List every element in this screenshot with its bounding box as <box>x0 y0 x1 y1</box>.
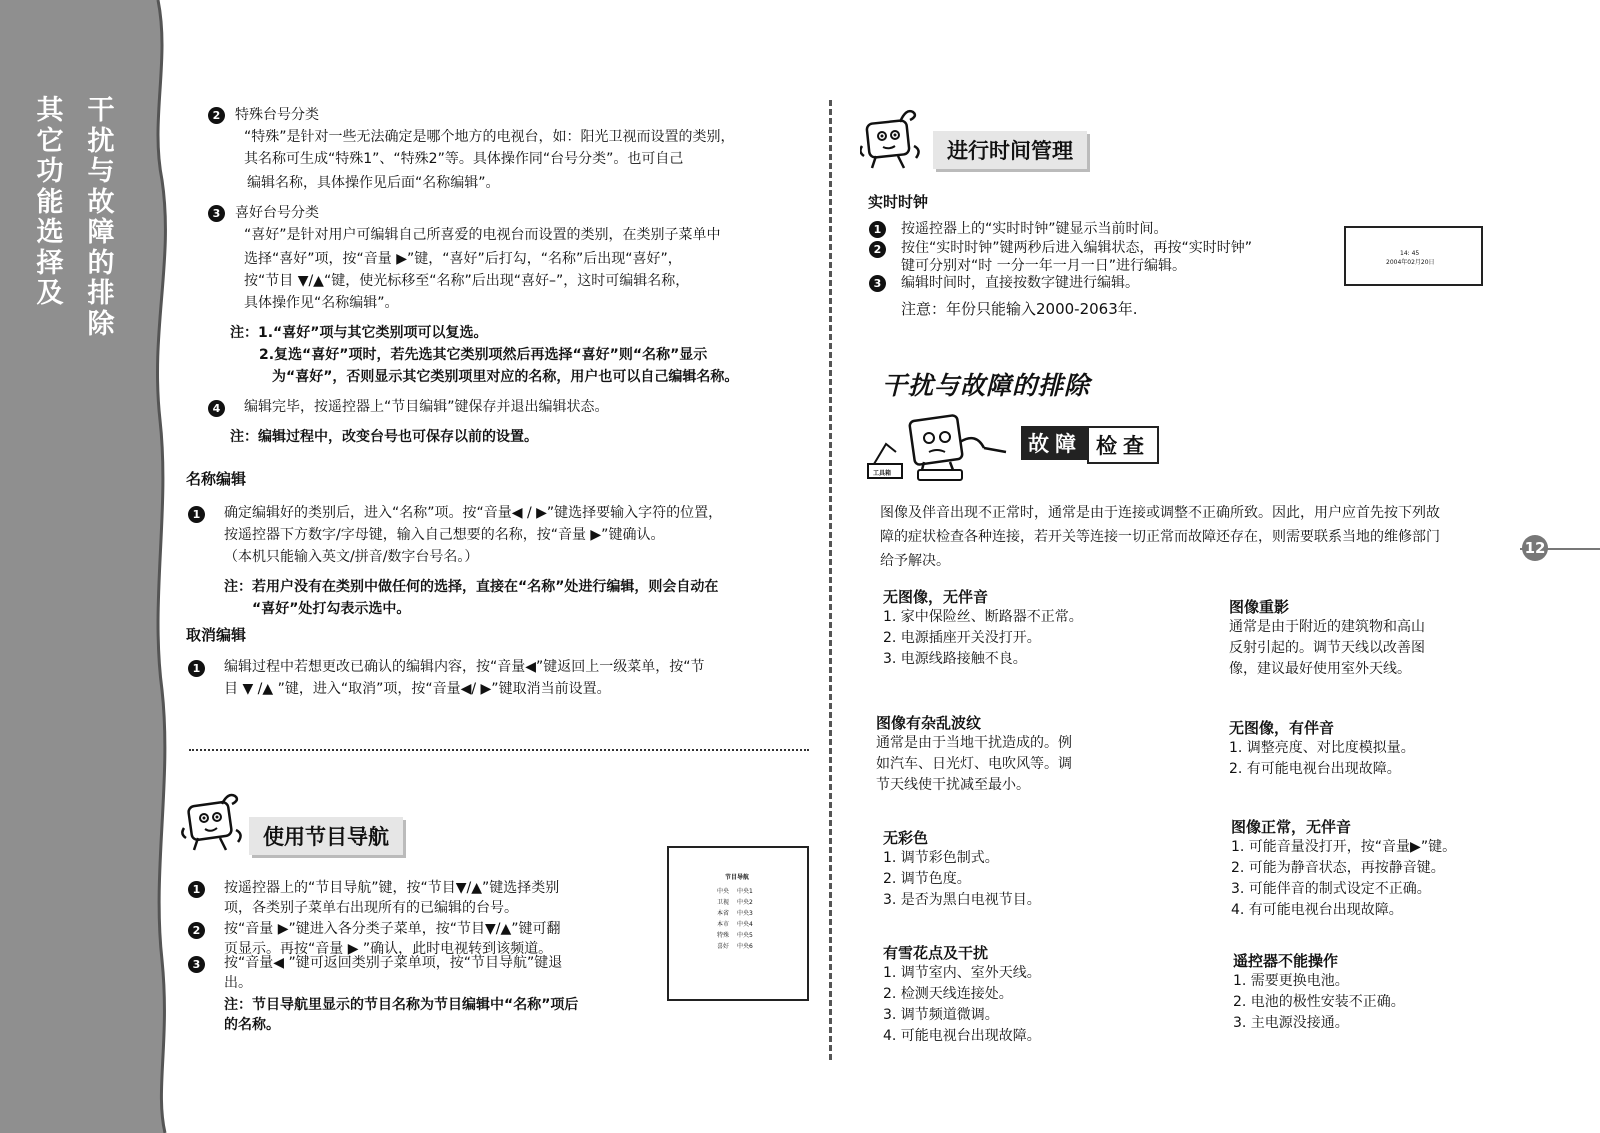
bullet-1: 1 <box>188 660 205 677</box>
trouble-block-line: 3. 是否为黑白电视节目。 <box>883 892 1041 908</box>
name-edit-line: 确定编辑好的类别后，进入“名称”项。按“音量◀ / ▶”键选择要输入字符的位置， <box>224 505 723 521</box>
trouble-block-line: 1. 需要更换电池。 <box>1233 973 1349 989</box>
bullet-3: 3 <box>869 275 886 292</box>
check-tag: 检查 <box>1087 426 1159 464</box>
time-line: 按住“实时时钟”键两秒后进入编辑状态，再按“实时时钟” <box>901 240 1253 256</box>
trouble-block-line: 3. 可能伴音的制式设定不正确。 <box>1231 881 1431 897</box>
nav-screen-title: 节目导航 <box>725 874 750 881</box>
nav-screen-row <box>717 941 767 952</box>
trouble-block-line: 1. 可能音量没打开，按“音量▶”键。 <box>1231 839 1457 855</box>
clock-date: 2004年02月20日 <box>1386 259 1435 266</box>
item2-line: 其名称可生成“特殊1”、“特殊2”等。具体操作同“台号分类”。也可自己 <box>244 151 684 167</box>
bullet-1: 1 <box>188 881 205 898</box>
nav-screen-channel: 中央2 <box>737 899 753 906</box>
sidebar-title-left <box>33 96 67 310</box>
nav-screen-row <box>717 886 767 897</box>
trouble-block-line: 2. 电池的极性安装不正确。 <box>1233 994 1405 1010</box>
trouble-block-line: 通常是由于当地干扰造成的。例 <box>876 735 1072 751</box>
nav-screen-category: 中央 <box>717 888 730 895</box>
trouble-block-line: 3. 电源线路接触不良。 <box>883 651 1027 667</box>
mascot-clock-icon <box>860 104 928 172</box>
page-divider <box>829 100 832 1060</box>
name-edit-line: （本机只能输入英文/拼音/数字台号名。） <box>224 549 479 565</box>
note2: 注：编辑过程中，改变台号也可保存以前的设置。 <box>230 429 538 445</box>
trouble-block-title: 图像重影 <box>1229 598 1290 616</box>
note1-line: 注：1.“喜好”项与其它类别项可以复选。 <box>230 325 488 341</box>
nav-line: 按“音量 ▶”键进入各分类子菜单，按“节目▼/▲”键可翻 <box>224 921 561 937</box>
trouble-block-title: 无图像，有伴音 <box>1229 719 1335 737</box>
note1-line: 2.复选“喜好”项时，若先选其它类别项然后再选择“喜好”则“名称”显示 <box>259 347 708 363</box>
sidebar-char: 其 <box>36 95 64 126</box>
nav-screen-row <box>717 908 767 919</box>
name-edit-note: “喜好”处打勾表示选中。 <box>252 601 411 617</box>
nav-screen-category: 本省 <box>717 910 730 917</box>
trouble-block-line: 节天线使干扰减至最小。 <box>876 777 1030 793</box>
sidebar-char: 能 <box>36 186 64 218</box>
nav-screen-channel: 中央1 <box>737 888 753 895</box>
dotted-divider <box>189 749 809 751</box>
trouble-block-line: 2. 电源插座开关没打开。 <box>883 630 1041 646</box>
trouble-block-line: 4. 有可能电视台出现故障。 <box>1231 902 1403 918</box>
nav-screen-box <box>667 846 809 1001</box>
trouble-block-title: 无图像，无伴音 <box>883 588 989 606</box>
bullet-1: 1 <box>869 221 886 238</box>
sidebar-char: 干 <box>87 95 115 126</box>
nav-screen-channel: 中央5 <box>737 932 753 939</box>
trouble-block-line: 1. 调节彩色制式。 <box>883 850 999 866</box>
trouble-block-title: 图像有杂乱波纹 <box>876 714 982 732</box>
cancel-edit-line: 编辑过程中若想更改已确认的编辑内容，按“音量◀”键返回上一级菜单，按“节 <box>224 659 705 675</box>
note1-line: 为“喜好”，否则显示其它类别项里对应的名称，用户也可以自己编辑名称。 <box>272 369 739 385</box>
sidebar-char: 择 <box>36 247 64 279</box>
trouble-block-line: 3. 主电源没接通。 <box>1233 1015 1349 1031</box>
clock-screen-box <box>1344 226 1483 286</box>
sidebar-char: 功 <box>36 156 64 187</box>
item3-line: 选择“喜好”项，按“音量 ▶”键，“喜好”后打勾，“名称”后出现“喜好”， <box>244 251 682 267</box>
intro-line: 障的症状检查各种连接，若开关等连接一切正常而故障还存在，则需要联系当地的维修部门 <box>880 529 1440 545</box>
bullet-2: 2 <box>208 107 225 124</box>
bullet-2: 2 <box>188 922 205 939</box>
trouble-block-line: 2. 调节色度。 <box>883 871 971 887</box>
nav-line: 项，各类别子菜单右出现所有的已编辑的台号。 <box>224 900 518 916</box>
clock-subtitle: 实时时钟 <box>868 193 929 211</box>
time-title: 进行时间管理 <box>933 131 1087 169</box>
trouble-block-line: 像，建议最好使用室外天线。 <box>1229 661 1411 677</box>
trouble-block-line: 1. 调节室内、室外天线。 <box>883 965 1041 981</box>
nav-line: 按遥控器上的“节目导航”键，按“节目▼/▲”键选择类别 <box>224 880 560 896</box>
sidebar-char: 选 <box>36 217 64 248</box>
bullet-3: 3 <box>208 205 225 222</box>
nav-screen-row <box>717 930 767 941</box>
sidebar-char: 除 <box>87 308 115 340</box>
bullet-3: 3 <box>188 956 205 973</box>
sidebar-char: 排 <box>87 278 115 309</box>
sidebar-title-right <box>84 96 118 340</box>
trouble-block-line: 反射引起的。调节天线以改善图 <box>1229 640 1425 656</box>
sidebar-char: 它 <box>36 125 64 157</box>
bullet-1: 1 <box>188 506 205 523</box>
clock-time: 14: 45 <box>1400 250 1420 257</box>
trouble-block-line: 如汽车、日光灯、电吹风等。调 <box>876 756 1072 772</box>
nav-screen-row <box>717 897 767 908</box>
trouble-block-line: 4. 可能电视台出现故障。 <box>883 1028 1041 1044</box>
nav-screen-row <box>717 919 767 930</box>
sidebar-char: 故 <box>87 186 115 218</box>
nav-screen-channel: 中央6 <box>737 943 753 950</box>
time-line: 键可分别对“时 一分一年一月一日”进行编辑。 <box>901 258 1186 274</box>
mascot-icon <box>180 790 248 854</box>
nav-line: 页显示。再按“音量 ▶ ”确认，此时电视转到该频道。 <box>224 941 553 957</box>
cancel-edit-line: 目 ▼ /▲ ”键，进入“取消”项，按“音量◀/ ▶”键取消当前设置。 <box>224 681 611 697</box>
item4-text: 编辑完毕，按遥控器上“节目编辑”键保存并退出编辑状态。 <box>244 399 609 415</box>
toolbox-label: 工具箱 <box>873 470 892 477</box>
trouble-block-title: 有雪花点及干扰 <box>883 944 989 962</box>
nav-line: 出。 <box>224 975 252 991</box>
trouble-block-line: 1. 调整亮度、对比度模拟量。 <box>1229 740 1415 756</box>
sidebar-char: 及 <box>36 278 64 309</box>
trouble-block-line: 2. 有可能电视台出现故障。 <box>1229 761 1401 777</box>
trouble-block-line: 通常是由于附近的建筑物和高山 <box>1229 619 1425 635</box>
sidebar-char: 障 <box>87 217 115 248</box>
sidebar-char: 扰 <box>87 125 115 157</box>
trouble-title: 干扰与故障的排除 <box>882 371 1091 400</box>
name-edit-title: 名称编辑 <box>186 470 247 488</box>
item2-heading: 特殊台号分类 <box>235 107 319 123</box>
nav-screen-category: 卫视 <box>717 899 730 906</box>
time-line: 按遥控器上的“实时时钟”键显示当前时间。 <box>901 221 1168 237</box>
name-edit-line: 按遥控器下方数字/字母键，输入自己想要的名称，按“音量 ▶”键确认。 <box>224 527 665 543</box>
bullet-2: 2 <box>869 241 886 258</box>
trouble-block-line: 1. 家中保险丝、断路器不正常。 <box>883 609 1083 625</box>
nav-title: 使用节目导航 <box>249 817 403 855</box>
trouble-block-line: 2. 检测天线连接处。 <box>883 986 1013 1002</box>
nav-screen-category: 本市 <box>717 921 730 928</box>
intro-line: 给予解决。 <box>880 553 950 569</box>
intro-line: 图像及伴音出现不正常时，通常是由于连接或调整不正确所致。因此，用户应首先按下列故 <box>880 505 1440 521</box>
nav-screen-category: 喜好 <box>717 943 730 950</box>
item3-line: 具体操作见“名称编辑”。 <box>244 295 399 311</box>
nav-screen-channel: 中央3 <box>737 910 753 917</box>
name-edit-note: 注：若用户没有在类别中做任何的选择，直接在“名称”处进行编辑，则会自动在 <box>224 579 719 595</box>
time-line: 编辑时间时，直接按数字键进行编辑。 <box>901 275 1139 291</box>
trouble-block-title: 遥控器不能操作 <box>1233 952 1339 970</box>
trouble-block-title: 无彩色 <box>883 829 929 847</box>
sidebar-char: 与 <box>87 156 115 187</box>
fault-tag: 故障 <box>1021 426 1089 460</box>
nav-screen-channel: 中央4 <box>737 921 753 928</box>
trouble-block-line: 3. 调节频道微调。 <box>883 1007 999 1023</box>
item2-line: “特殊”是针对一些无法确定是哪个地方的电视台，如：阳光卫视而设置的类别， <box>244 129 735 145</box>
sidebar-char: 的 <box>87 247 115 279</box>
item3-heading: 喜好台号分类 <box>235 205 319 221</box>
nav-note: 注：节目导航里显示的节目名称为节目编辑中“名称”项后 <box>224 997 579 1013</box>
bullet-4: 4 <box>208 400 225 417</box>
item3-line: “喜好”是针对用户可编辑自己所喜爱的电视台而设置的类别，在类别子菜单中 <box>244 227 721 243</box>
trouble-block-line: 2. 可能为静音状态，再按静音键。 <box>1231 860 1445 876</box>
nav-line: 按“音量◀ ”键可返回类别子菜单项，按“节目导航”键退 <box>224 955 563 971</box>
item3-line: 按“节目 ▼/▲“键，使光标移至“名称”后出现“喜好–”，这时可编辑名称， <box>244 273 690 289</box>
item2-line: 编辑名称，具体操作见后面“名称编辑”。 <box>247 175 500 191</box>
nav-screen-rows <box>717 886 767 952</box>
page-number: 12 <box>1522 535 1548 561</box>
trouble-block-title: 图像正常，无伴音 <box>1231 818 1352 836</box>
nav-screen-category: 特殊 <box>717 932 730 939</box>
cancel-edit-title: 取消编辑 <box>186 626 247 644</box>
nav-note: 的名称。 <box>224 1017 280 1033</box>
year-note: 注意：年份只能输入2000-2063年. <box>901 300 1138 318</box>
